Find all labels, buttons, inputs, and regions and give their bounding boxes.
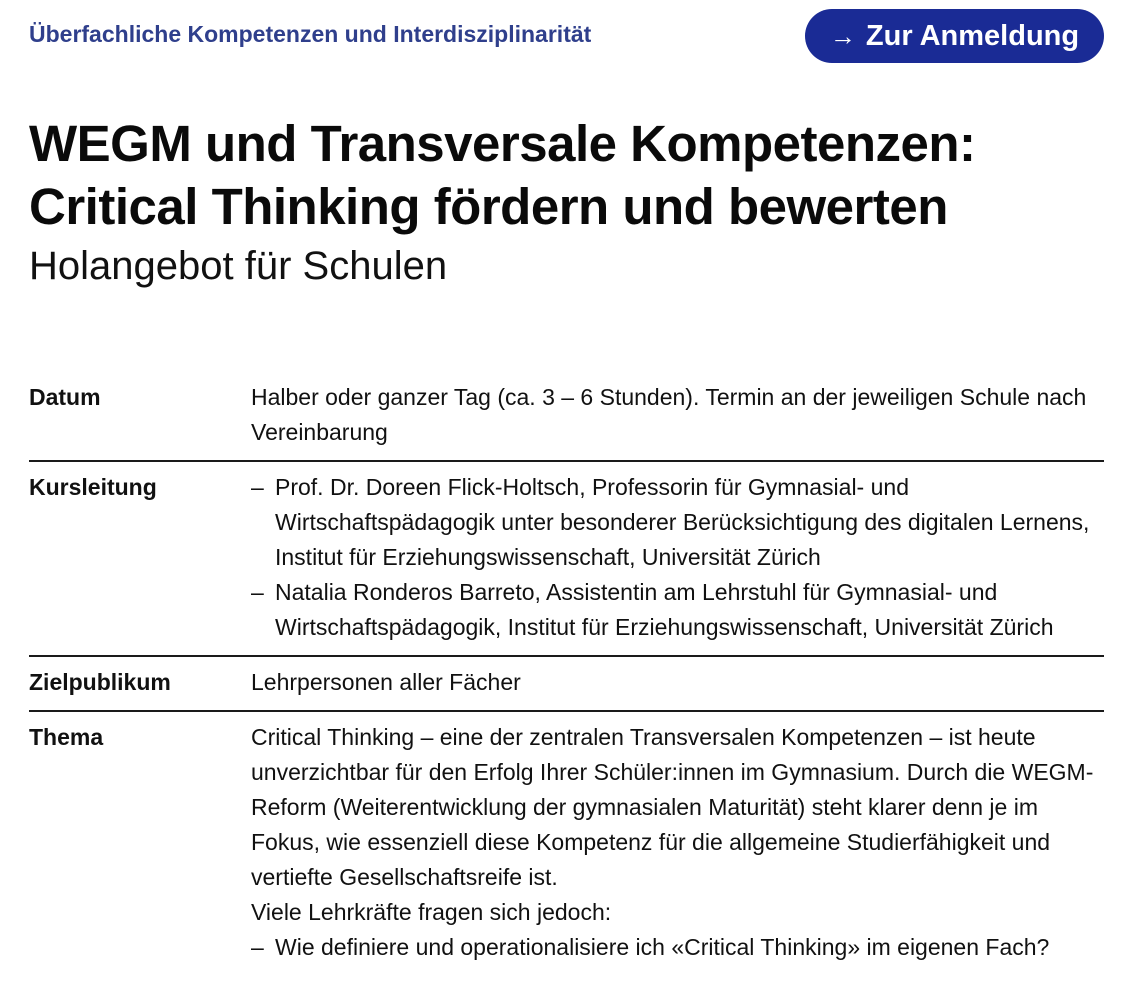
- row-thema: [29, 720, 1104, 975]
- category-link[interactable]: Überfachliche Kompetenzen und Interdisziplinarität: [29, 21, 592, 47]
- row-zielpublikum: [29, 665, 1104, 712]
- row-value-zielpublikum: [251, 665, 1104, 700]
- thema-intro: Viele Lehrkräfte fragen sich jedoch:: [251, 899, 612, 925]
- page-subtitle: Holangebot für Schulen: [29, 244, 448, 288]
- list-item: – Prof. Dr. Doreen Flick-Holtsch, Professorin für Gymnasial- und Wirtschaftspädagogik unter besonderer Berücksichtigung des digitalen Lernens, Institut für Erziehungswissenschaft, Universität Zürich: [251, 470, 1104, 575]
- course-info-table: [29, 380, 1104, 983]
- row-label-zielpublikum: Zielpublikum: [29, 669, 171, 695]
- row-value-datum: [251, 380, 1104, 450]
- thema-question-list: [251, 930, 1104, 965]
- row-label-datum: Datum: [29, 384, 101, 410]
- row-value-kursleitung: [251, 470, 1104, 645]
- row-value-thema: [251, 720, 1104, 965]
- row-label-kursleitung: Kursleitung: [29, 474, 157, 500]
- instructor-list: [251, 470, 1104, 645]
- zielpublikum-text: Lehrpersonen aller Fächer: [251, 669, 521, 695]
- datum-text: Halber oder ganzer Tag (ca. 3 – 6 Stunden). Termin an der jeweiligen Schule nach Vereinbarung: [251, 384, 1087, 445]
- register-button[interactable]: [805, 9, 1104, 63]
- thema-paragraph: Critical Thinking – eine der zentralen Transversalen Kompetenzen – ist heute unverzichtbar für den Erfolg Ihrer Schüler:innen im Gymnasium. Durch die WEGM-Reform (Weiterentwicklung der gymnasialen Maturität) steht klarer denn je im Fokus, wie essenziell diese Kompetenz für die allgemeine Studierfähigkeit und vertiefte Gesellschaftsreife ist.: [251, 724, 1094, 890]
- row-label-thema: Thema: [29, 724, 104, 750]
- row-datum: [29, 380, 1104, 462]
- register-button-label: Zur Anmeldung: [865, 19, 1080, 52]
- page-title: WEGM und Transversale Kompetenzen: Critical Thinking fördern und bewerten: [29, 115, 976, 235]
- arrow-right-icon: →: [829, 21, 856, 51]
- list-item: – Natalia Ronderos Barreto, Assistentin am Lehrstuhl für Gymnasial- und Wirtschaftspädagogik, Institut für Erziehungswissenschaft, Universität Zürich: [251, 575, 1104, 645]
- row-kursleitung: [29, 470, 1104, 657]
- list-item: – Wie definiere und operationalisiere ich «Critical Thinking» im eigenen Fach?: [251, 930, 1104, 965]
